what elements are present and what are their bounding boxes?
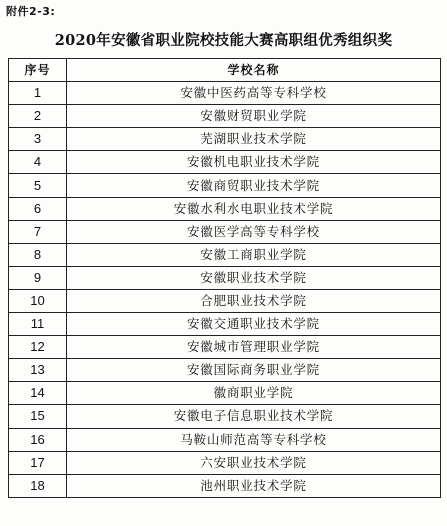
school-name: 安徽水利水电职业技术学院 (67, 197, 441, 220)
table-body (9, 82, 441, 498)
row-number: 2 (9, 105, 67, 128)
table-row (9, 105, 441, 128)
row-number: 3 (9, 128, 67, 151)
table-row (9, 128, 441, 151)
row-number: 18 (9, 474, 67, 497)
row-number: 14 (9, 382, 67, 405)
table-row (9, 82, 441, 105)
attachment-label: 附件2-3: (6, 5, 56, 18)
school-name: 池州职业技术学院 (67, 474, 441, 497)
award-table (8, 58, 441, 498)
table-header-row (9, 59, 441, 82)
table-row (9, 289, 441, 312)
row-number: 10 (9, 289, 67, 312)
school-name: 马鞍山师范高等专科学校 (67, 428, 441, 451)
school-name: 安徽交通职业技术学院 (67, 313, 441, 336)
row-number: 5 (9, 174, 67, 197)
row-number: 4 (9, 151, 67, 174)
school-name: 安徽城市管理职业学院 (67, 336, 441, 359)
table-row (9, 405, 441, 428)
school-name: 安徽医学高等专科学校 (67, 220, 441, 243)
school-name: 安徽电子信息职业技术学院 (67, 405, 441, 428)
school-name: 安徽商贸职业技术学院 (67, 174, 441, 197)
table-row (9, 151, 441, 174)
table-row (9, 359, 441, 382)
school-name: 安徽工商职业学院 (67, 243, 441, 266)
document-title: 2020年安徽省职业院校技能大赛高职组优秀组织奖 (54, 32, 393, 49)
school-name: 安徽职业技术学院 (67, 266, 441, 289)
row-number: 6 (9, 197, 67, 220)
table-row (9, 451, 441, 474)
table-row (9, 428, 441, 451)
row-number: 15 (9, 405, 67, 428)
table-row (9, 313, 441, 336)
row-number: 17 (9, 451, 67, 474)
table-row (9, 266, 441, 289)
row-number: 13 (9, 359, 67, 382)
column-header-school-name: 学校名称 (67, 59, 441, 82)
school-name: 安徽财贸职业学院 (67, 105, 441, 128)
row-number: 11 (9, 313, 67, 336)
school-name: 安徽中医药高等专科学校 (67, 82, 441, 105)
school-name: 合肥职业技术学院 (67, 289, 441, 312)
school-name: 六安职业技术学院 (67, 451, 441, 474)
row-number: 16 (9, 428, 67, 451)
table-row (9, 336, 441, 359)
row-number: 9 (9, 266, 67, 289)
school-name: 安徽机电职业技术学院 (67, 151, 441, 174)
table-row (9, 174, 441, 197)
column-header-number: 序号 (9, 59, 67, 82)
school-name: 安徽国际商务职业学院 (67, 359, 441, 382)
row-number: 7 (9, 220, 67, 243)
table-row (9, 243, 441, 266)
row-number: 8 (9, 243, 67, 266)
row-number: 1 (9, 82, 67, 105)
row-number: 12 (9, 336, 67, 359)
table-row (9, 474, 441, 497)
school-name: 徽商职业学院 (67, 382, 441, 405)
school-name: 芜湖职业技术学院 (67, 128, 441, 151)
table-row (9, 197, 441, 220)
table-row (9, 220, 441, 243)
table-row (9, 382, 441, 405)
